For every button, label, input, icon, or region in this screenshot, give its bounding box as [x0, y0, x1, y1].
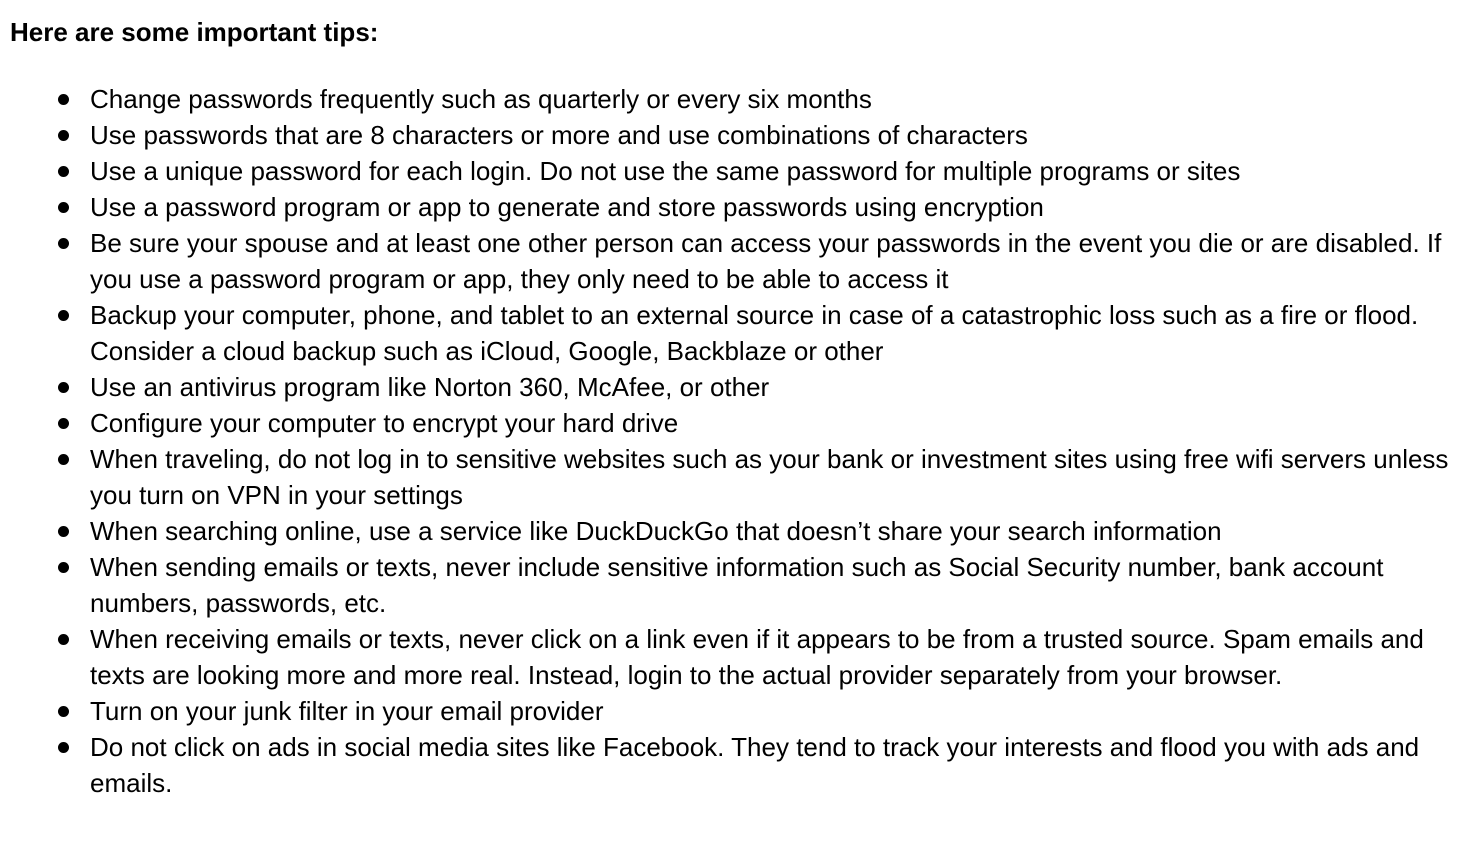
- bullet-icon: [58, 94, 69, 105]
- bullet-icon: [58, 526, 69, 537]
- list-item: [0, 369, 1478, 405]
- list-item: [0, 117, 1478, 153]
- bullet-icon: [58, 238, 69, 249]
- bullet-icon: [58, 706, 69, 717]
- bullet-icon: [58, 166, 69, 177]
- bullet-icon: [58, 634, 69, 645]
- bullet-icon: [58, 454, 69, 465]
- tip-text: Change passwords frequently such as quarterly or every six months: [90, 84, 872, 114]
- bullet-icon: [58, 310, 69, 321]
- tip-text: When searching online, use a service like DuckDuckGo that doesn’t share your search information: [90, 516, 1222, 546]
- tip-text: Use a password program or app to generate and store passwords using encryption: [90, 192, 1044, 222]
- list-item: [0, 513, 1478, 549]
- bullet-icon: [58, 562, 69, 573]
- tip-text: When receiving emails or texts, never click on a link even if it appears to be from a trusted source. Spam emails and texts are looking more and more real. Instead, login to the actual provider separately from your browser.: [90, 624, 1424, 690]
- list-item: [0, 153, 1478, 189]
- list-item: [0, 225, 1478, 297]
- bullet-icon: [58, 418, 69, 429]
- tips-heading: Here are some important tips:: [10, 17, 379, 47]
- bullet-icon: [58, 742, 69, 753]
- tip-text: Be sure your spouse and at least one other person can access your passwords in the event you die or are disabled. If you use a password program or app, they only need to be able to access it: [90, 228, 1442, 294]
- bullet-icon: [58, 382, 69, 393]
- bullet-icon: [58, 130, 69, 141]
- list-item: [0, 297, 1478, 369]
- tip-text: Turn on your junk filter in your email provider: [90, 696, 604, 726]
- list-item: [0, 729, 1478, 801]
- tip-text: When traveling, do not log in to sensitive websites such as your bank or investment sites using free wifi servers unless you turn on VPN in your settings: [90, 444, 1449, 510]
- list-item: [0, 81, 1478, 117]
- tip-text: Use an antivirus program like Norton 360, McAfee, or other: [90, 372, 770, 402]
- tip-text: Use passwords that are 8 characters or more and use combinations of characters: [90, 120, 1028, 150]
- list-item: [0, 189, 1478, 225]
- list-item: [0, 441, 1478, 513]
- list-item: [0, 549, 1478, 621]
- list-item: [0, 693, 1478, 729]
- tip-text: Use a unique password for each login. Do not use the same password for multiple programs or sites: [90, 156, 1241, 186]
- list-item: [0, 621, 1478, 693]
- tip-text: When sending emails or texts, never include sensitive information such as Social Security number, bank account numbers, passwords, etc.: [90, 552, 1384, 618]
- list-item: [0, 405, 1478, 441]
- tip-text: Configure your computer to encrypt your hard drive: [90, 408, 679, 438]
- tip-text: Backup your computer, phone, and tablet to an external source in case of a catastrophic loss such as a fire or flood. Consider a cloud backup such as iCloud, Google, Backblaze or other: [90, 300, 1419, 366]
- bullet-icon: [58, 202, 69, 213]
- tip-text: Do not click on ads in social media sites like Facebook. They tend to track your interests and flood you with ads and emails.: [90, 732, 1420, 798]
- tips-list: [0, 81, 1478, 801]
